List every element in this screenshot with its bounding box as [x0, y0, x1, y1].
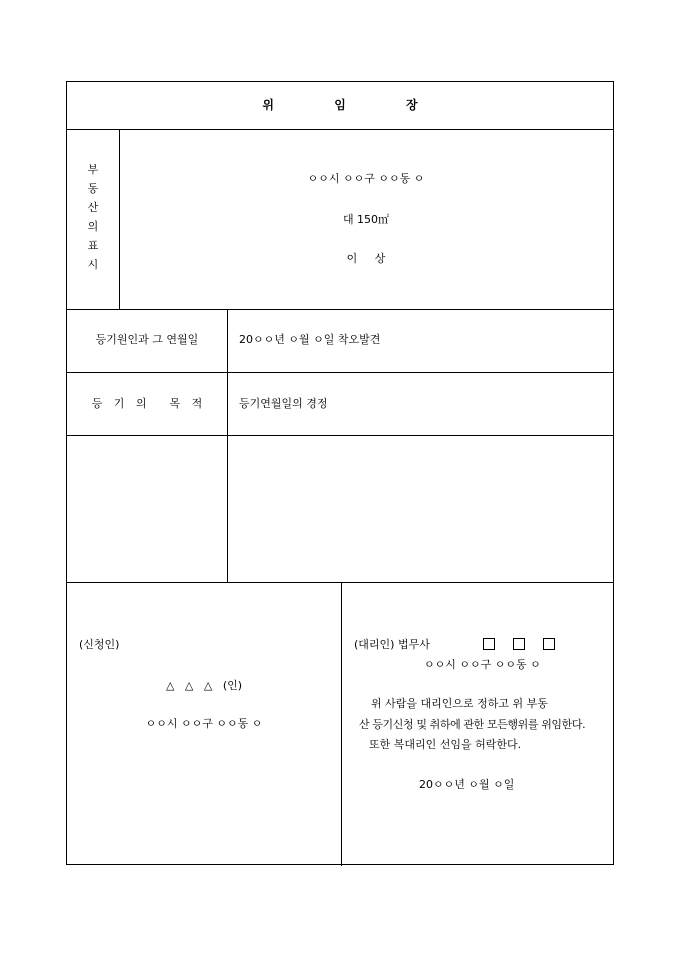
property-label-char: 동 [87, 182, 99, 195]
applicant-label: (신청인) [79, 638, 120, 651]
property-label-char: 시 [87, 258, 99, 271]
blank-box-icon [543, 638, 555, 650]
agent-statement-line2: 산 등기신청 및 취하에 관한 모든행위를 위임한다. [359, 718, 586, 731]
property-area: 대 150㎡ [342, 213, 390, 226]
applicant-name: △ △ △ (인) [165, 679, 243, 692]
registration-purpose-value: 등기연월일의 경정 [239, 397, 328, 410]
divider-purpose [67, 435, 613, 436]
divider-cause [67, 372, 613, 373]
agent-label: (대리인) 법무사 [354, 638, 430, 651]
divider-label-column [227, 309, 228, 582]
property-label-char: 의 [87, 220, 99, 233]
power-of-attorney-form [66, 81, 614, 865]
agent-address: ㅇㅇ시 ㅇㅇ구 ㅇㅇ동 ㅇ [424, 658, 541, 671]
registration-cause-value: 20ㅇㅇ년 ㅇ월 ㅇ일 착오발견 [239, 333, 381, 346]
agent-statement-line3: 또한 복대리인 선임을 허락한다. [369, 738, 522, 751]
divider-property [67, 309, 613, 310]
property-label-char: 부 [87, 163, 99, 176]
form-title: 위 임 장 [262, 98, 446, 112]
divider-title [67, 129, 613, 130]
divider-applicant-agent [341, 582, 342, 866]
agent-name-boxes [483, 638, 573, 653]
applicant-address: ㅇㅇ시 ㅇㅇ구 ㅇㅇ동 ㅇ [145, 717, 263, 730]
agent-date: 20ㅇㅇ년 ㅇ월 ㅇ일 [419, 778, 515, 791]
property-address: ㅇㅇ시 ㅇㅇ구 ㅇㅇ동 ㅇ [307, 172, 425, 185]
property-above: 이 상 [346, 252, 386, 265]
registration-purpose-label: 등 기 의 목 적 [91, 397, 203, 410]
blank-box-icon [513, 638, 525, 650]
property-label [67, 160, 119, 274]
divider-empty-row [67, 582, 613, 583]
registration-cause-label: 등기원인과 그 연월일 [95, 333, 199, 346]
property-label-char: 산 [87, 201, 99, 214]
agent-statement-line1: 위 사람을 대리인으로 정하고 위 부동 [371, 697, 548, 710]
blank-box-icon [483, 638, 495, 650]
property-label-char: 표 [87, 239, 99, 252]
